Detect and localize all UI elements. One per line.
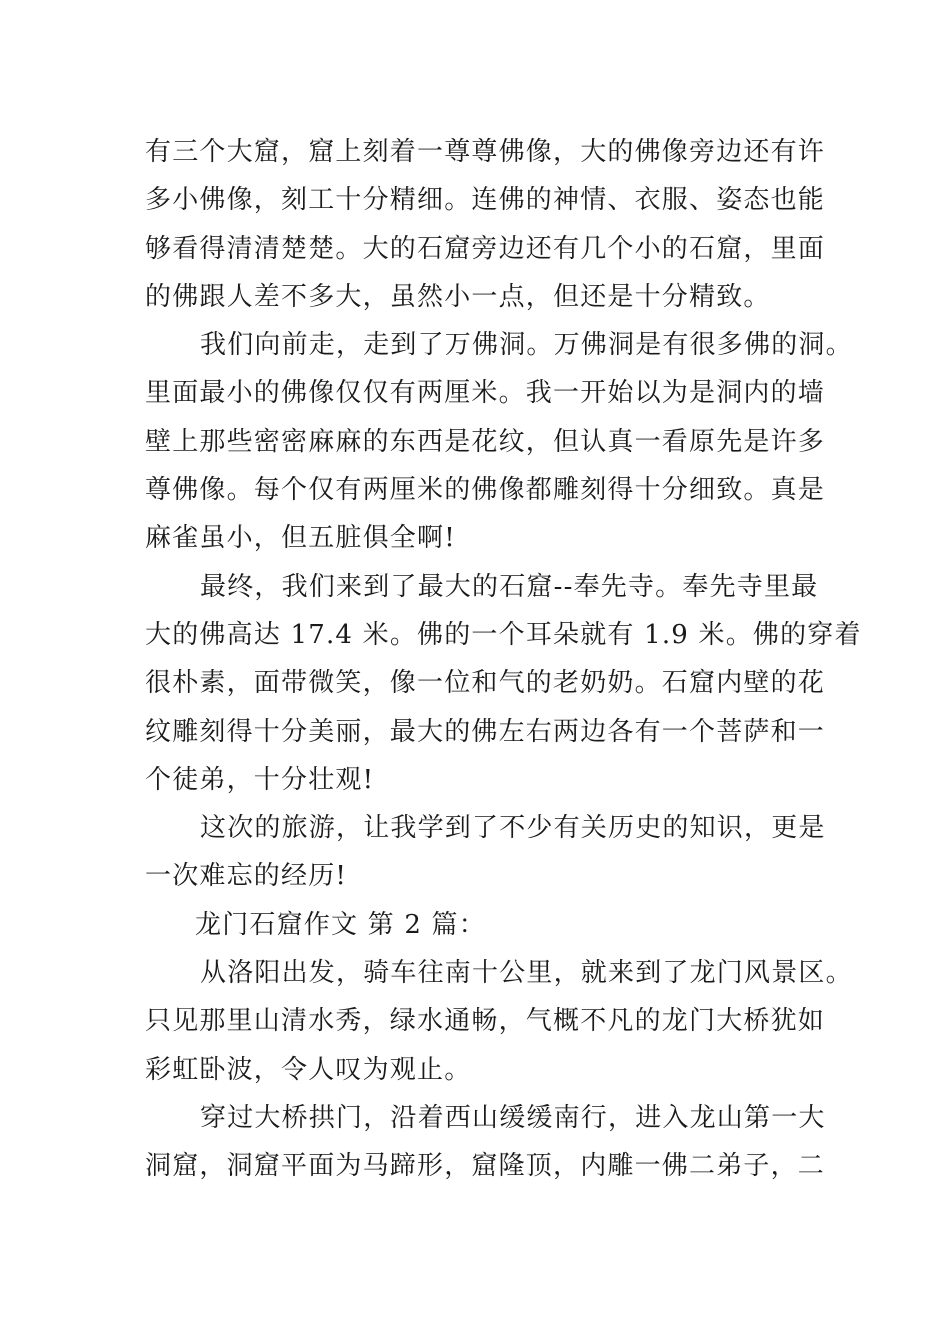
text-line: 彩虹卧波，令人叹为观止。: [145, 1054, 472, 1085]
text-line: 很朴素，面带微笑，像一位和气的老奶奶。石窟内壁的花: [145, 668, 826, 699]
text-line: 一次难忘的经历!: [145, 861, 348, 892]
text-line: 有三个大窟，窟上刻着一尊尊佛像，大的佛像旁边还有许: [145, 137, 826, 167]
text-line: 大的佛高达 17.4 米。佛的一个耳朵就有 1.9 米。佛的穿着: [145, 619, 862, 650]
text-line: 尊佛像。每个仅有两厘米的佛像都雕刻得十分细致。真是: [145, 475, 826, 506]
paragraph-start-line: 穿过大桥拱门，沿着西山缓缓南行，进入龙山第一大: [200, 1102, 826, 1133]
paragraph-start-line: 从洛阳出发，骑车往南十公里，就来到了龙门风景区。: [200, 958, 853, 989]
text-line: 只见那里山清水秀，绿水通畅，气概不凡的龙门大桥犹如: [145, 1006, 826, 1037]
text-line: 的佛跟人差不多大，虽然小一点，但还是十分精致。: [145, 281, 771, 312]
article-body: [145, 128, 862, 1191]
text-line: 纹雕刻得十分美丽，最大的佛左右两边各有一个菩萨和一: [145, 716, 826, 747]
section-heading: 龙门石窟作文 第 2 篇：: [195, 909, 486, 940]
paragraph-start-line: 最终，我们来到了最大的石窟--奉先寺。奉先寺里最: [200, 571, 819, 602]
paragraph-start-line: 我们向前走，走到了万佛洞。万佛洞是有很多佛的洞。: [200, 330, 853, 361]
paragraph-start-line: 这次的旅游，让我学到了不少有关历史的知识，更是: [200, 813, 826, 844]
text-line: 个徒弟，十分壮观!: [145, 764, 375, 795]
text-line: 里面最小的佛像仅仅有两厘米。我一开始以为是洞内的墙: [145, 378, 826, 409]
text-line: 壁上那些密密麻麻的东西是花纹，但认真一看原先是许多: [145, 426, 826, 457]
text-line: 够看得清清楚楚。大的石窟旁边还有几个小的石窟，里面: [145, 233, 826, 264]
text-line: 麻雀虽小，但五脏俱全啊!: [145, 523, 456, 554]
text-line: 洞窟，洞窟平面为马蹄形，窟隆顶，内雕一佛二弟子，二: [145, 1151, 826, 1182]
text-line: 多小佛像，刻工十分精细。连佛的神情、衣服、姿态也能: [145, 185, 826, 216]
